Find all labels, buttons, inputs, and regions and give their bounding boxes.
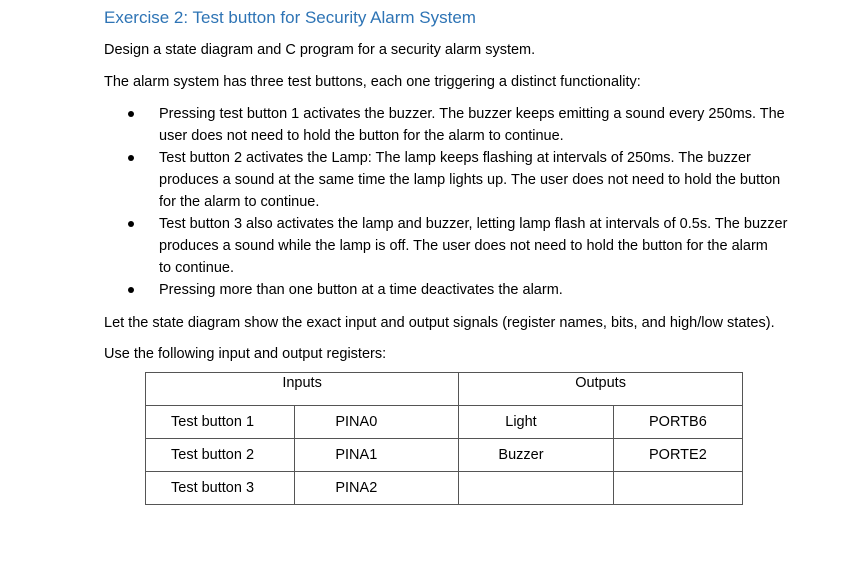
- input-register-cell: PINA1: [294, 439, 459, 472]
- outputs-header: Outputs: [459, 373, 743, 406]
- instruction-paragraph: Let the state diagram show the exact input and output signals (register names, bits, and high/low states).: [104, 315, 775, 331]
- table-row: [146, 439, 743, 472]
- list-item: [0, 213, 819, 279]
- inputs-header: Inputs: [146, 373, 459, 406]
- bullet-line: produces a sound while the lamp is off. The user does not need to hold the button for the alarm: [159, 238, 768, 254]
- bullet-line: Test button 3 also activates the lamp and buzzer, letting lamp flash at intervals of 0.5s. The buzzer: [159, 216, 788, 232]
- bullet-line: Pressing more than one button at a time deactivates the alarm.: [159, 282, 563, 298]
- input-register-cell: PINA0: [294, 406, 459, 439]
- bullet-line: user does not need to hold the button for the alarm to continue.: [159, 128, 564, 144]
- functionality-list: [0, 103, 849, 301]
- list-item: [0, 103, 819, 147]
- bullet-line: produces a sound at the same time the lamp lights up. The user does not need to hold the button: [159, 172, 781, 188]
- output-name-cell: [459, 472, 614, 505]
- registers-paragraph: Use the following input and output registers:: [104, 346, 387, 362]
- bullet-icon: [128, 155, 134, 161]
- input-name-cell: Test button 1: [146, 406, 295, 439]
- input-name-cell: Test button 2: [146, 439, 295, 472]
- table-row: [146, 472, 743, 505]
- intro-paragraph-1: Design a state diagram and C program for a security alarm system.: [104, 42, 536, 58]
- table-row: [146, 406, 743, 439]
- bullet-icon: [128, 111, 134, 117]
- bullet-icon: [128, 287, 134, 293]
- intro-paragraph-2: The alarm system has three test buttons, each one triggering a distinct functionality:: [104, 74, 641, 90]
- output-name-cell: Buzzer: [459, 439, 614, 472]
- output-name-cell: Light: [459, 406, 614, 439]
- table-header-row: [146, 373, 743, 406]
- exercise-heading: Exercise 2: Test button for Security Alarm System: [104, 8, 476, 27]
- bullet-line: Pressing test button 1 activates the buzzer. The buzzer keeps emitting a sound every 250ms. The: [159, 106, 785, 122]
- output-register-cell: PORTE2: [613, 439, 742, 472]
- input-register-cell: PINA2: [294, 472, 459, 505]
- bullet-line: Test button 2 activates the Lamp: The lamp keeps flashing at intervals of 250ms. The buzzer: [159, 150, 751, 166]
- list-item: [0, 147, 819, 213]
- list-item: [0, 279, 819, 301]
- registers-table: [145, 372, 743, 505]
- output-register-cell: [613, 472, 742, 505]
- bullet-icon: [128, 221, 134, 227]
- bullet-line: to continue.: [159, 260, 234, 276]
- bullet-line: for the alarm to continue.: [159, 194, 320, 210]
- output-register-cell: PORTB6: [613, 406, 742, 439]
- input-name-cell: Test button 3: [146, 472, 295, 505]
